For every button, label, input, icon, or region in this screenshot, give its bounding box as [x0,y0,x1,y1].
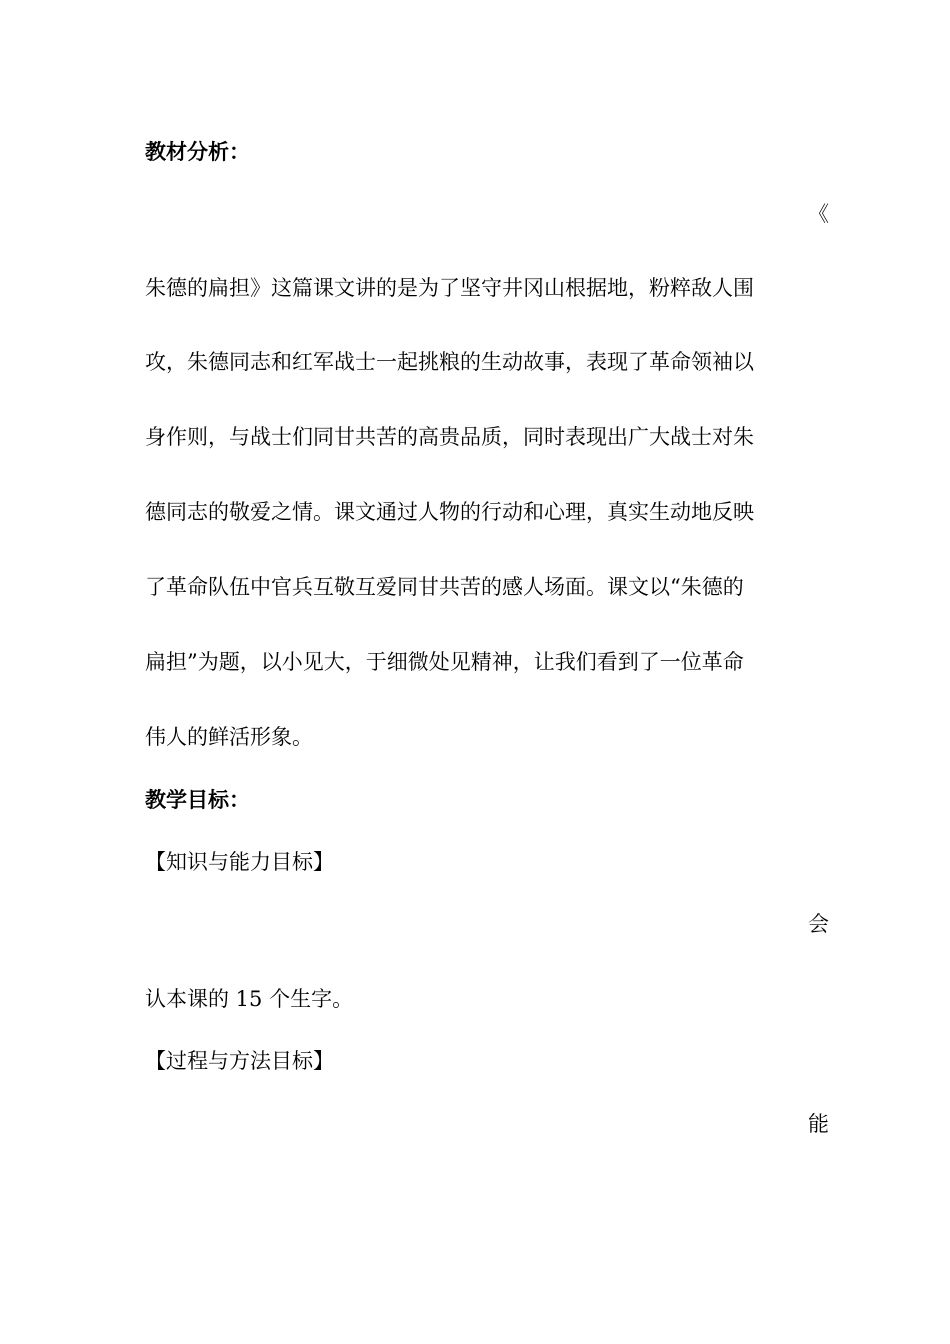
paragraph-line: 朱德的扁担》这篇课文讲的是为了坚守井冈山根据地，粉粹敌人围 [145,276,754,300]
paragraph-line: 攻，朱德同志和红军战士一起挑粮的生动故事，表现了革命领袖以 [145,350,754,374]
heading-analysis: 教材分析： [145,139,250,164]
paragraph-line: 身作则，与战士们同甘共苦的高贵品质，同时表现出广大战士对朱 [145,425,754,449]
paragraph-line: 德同志的敬爱之情。课文通过人物的行动和心理，真实生动地反映 [145,500,754,524]
process-heading: 【过程与方法目标】 [145,1049,334,1073]
paragraph-line: 能 [808,1112,829,1136]
paragraph-line: 了革命队伍中官兵互敬互爱同甘共苦的感人场面。课文以“朱德的 [145,575,744,599]
paragraph-line: 《 [808,202,829,226]
paragraph-line: 会 [808,912,829,936]
paragraph-line: 认本课的 15 个生字。 [145,987,354,1011]
paragraph-line: 扁担”为题，以小见大，于细微处见精神，让我们看到了一位革命 [145,650,744,674]
paragraph-line: 伟人的鲜活形象。 [145,725,313,749]
heading-goals: 教学目标： [145,787,250,812]
knowledge-heading: 【知识与能力目标】 [145,850,334,874]
